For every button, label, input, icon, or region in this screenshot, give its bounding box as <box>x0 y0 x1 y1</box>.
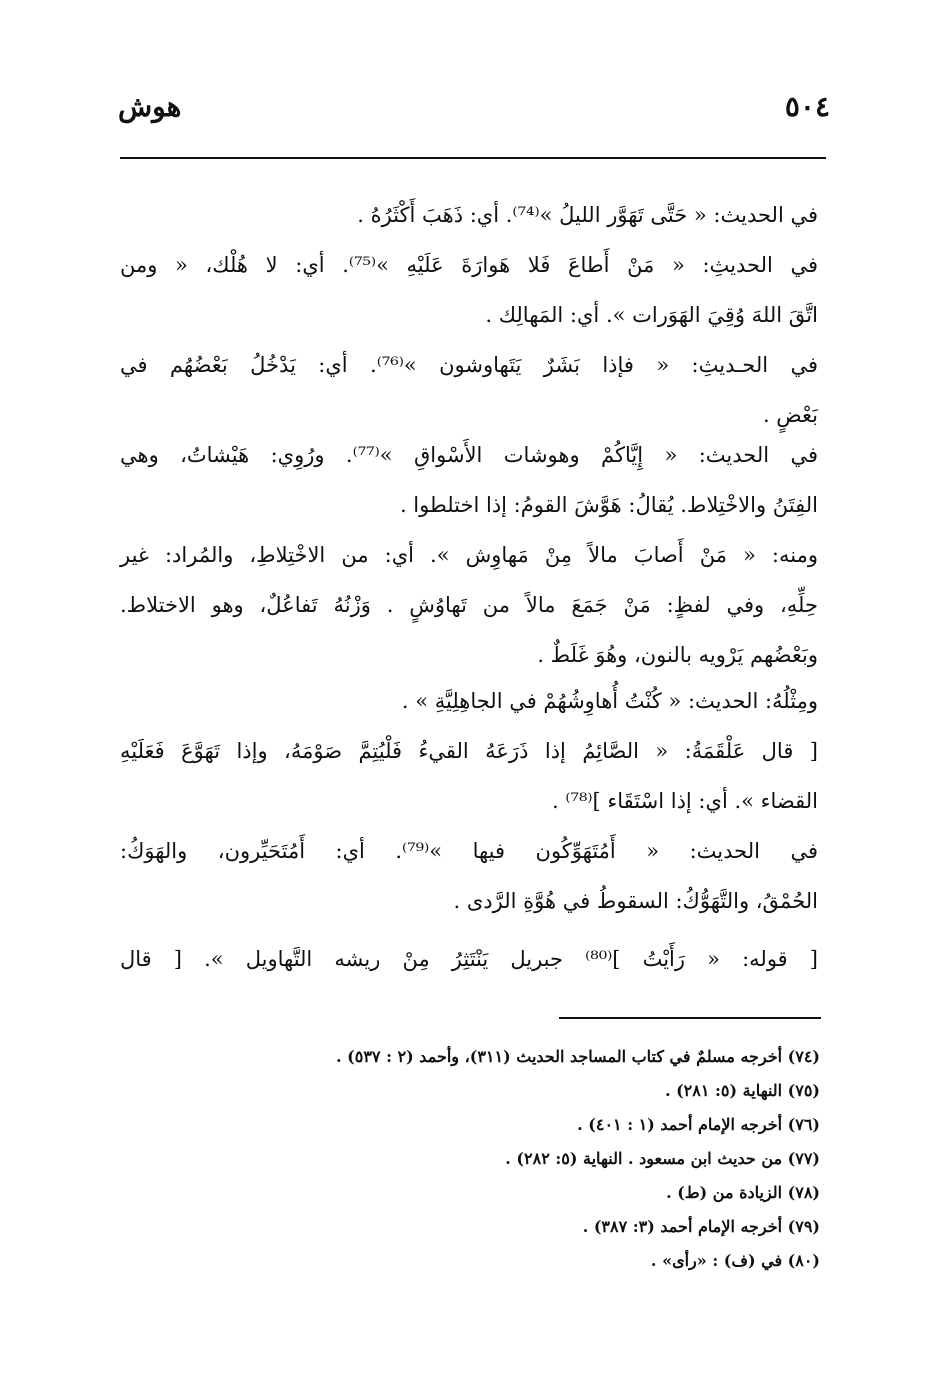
entry-2 <box>120 240 818 340</box>
entry-5 <box>120 530 818 680</box>
entry-line: وبَعْضُهم يَرْويه بالنون، وهُوَ غَلَطٌ . <box>537 643 818 667</box>
footnote: (٧٩) أخرجه الإمام أحمد (٣: ٣٨٧) . <box>582 1217 820 1236</box>
running-head-title: هوش <box>118 90 182 123</box>
footnote: (٨٠) في (ف) : «رأى» . <box>650 1251 820 1270</box>
footnote: (٧٤) أخرجه مسلمٌ في كتاب المساجد الحديث (٣١١)، وأحمد (٢ : ٥٣٧) . <box>336 1047 820 1066</box>
entry-line: في الحديث: « حَتَّى تَهَوَّر الليلُ »⁽⁷⁴⁾. أي: ذَهَبَ أَكْثَرُهُ . <box>357 203 818 227</box>
footnotes <box>260 1040 820 1278</box>
entry-line: في الحديث: « إِيَّاكُمْ وهوشات الأَسْواقِ »⁽⁷⁷⁾. ورُوِي: هَيْشاتُ، وهي <box>120 443 818 467</box>
footnote: (٧٦) أخرجه الإمام أحمد (١ : ٤٠١) . <box>577 1115 820 1134</box>
entry-line: ومِثْلُهُ: الحديث: « كُنْتُ أُهاوِشُهُمْ في الجاهِلِيَّةِ » . <box>401 689 818 713</box>
entry-1 <box>120 190 818 240</box>
entry-line: ومنه: « مَنْ أَصابَ مالاً مِنْ مَهاوِش ». أي: من الاخْتِلاطِ، والمُراد: غير <box>120 543 818 567</box>
entry-line: في الحديث: « أَمُتَهَوِّكُون فيها »⁽⁷⁹⁾. أي: أَمُتَحَيِّرون، والهَوَكُ: <box>120 839 818 863</box>
header-divider <box>120 157 826 159</box>
entry-line: الحُمْقُ، والتَّهَوُّكُ: السقوطُ في هُوَّةِ الرَّدى . <box>453 889 818 913</box>
entry-line: القضاء ». أي: إذا اسْتَقَاء ]⁽⁷⁸⁾ . <box>552 789 818 813</box>
footnote-divider <box>559 1017 821 1019</box>
entry-7 <box>120 826 818 926</box>
entry-line: بَعْضٍ . <box>762 403 818 427</box>
entry-line: [ قوله: « رَأَيْتُ ]⁽⁸⁰⁾ جبريل يَنْتَثِرُ مِنْ ريشه التَّهاويل ». [ قال <box>120 947 819 971</box>
entry-line: في الحـديثِ: « فإذا بَشَرٌ يَتَهاوشون »⁽⁷⁶⁾. أي: يَدْخُلُ بَعْضُهُم في <box>120 353 818 377</box>
entry-line: حِلِّهِ، وفي لفظٍ: مَنْ جَمَعَ مالاً من تَهاوُشٍ . وَزْنُهُ تَفاعُلٌ، وهو الاختلاط. <box>120 593 818 617</box>
footnote: (٧٨) الزيادة من (ط) . <box>666 1183 820 1202</box>
entry-6 <box>120 676 818 826</box>
entry-line: الفِتَنُ والاخْتِلاط. يُقالُ: هَوَّشَ القومُ: إذا اختلطوا . <box>399 493 818 517</box>
entry-4 <box>120 430 818 530</box>
entry-line: اتَّقَ اللهَ وُقِيَ الهَوَرات ». أي: المَهالِك . <box>485 303 818 327</box>
entry-3 <box>120 340 818 440</box>
page-number: ٥٠٤ <box>784 90 830 123</box>
entry-8 <box>120 934 818 984</box>
entry-line: [ قال عَلْقَمَةُ: « الصَّائِمُ إذا ذَرَعَهُ القيءُ فَلْيُتِمَّ صَوْمَهُ، وإذا تَهَوَّعَ فَعَلَيْهِ <box>120 739 818 763</box>
footnote: (٧٧) من حديث ابن مسعود . النهاية (٥: ٢٨٢) . <box>505 1149 820 1168</box>
footnote: (٧٥) النهاية (٥: ٢٨١) . <box>664 1081 820 1100</box>
entry-line: في الحديثِ: « مَنْ أَطاعَ فَلا هَوارَةَ عَلَيْهِ »⁽⁷⁵⁾. أي: لا هُلْك، « ومن <box>120 253 818 277</box>
